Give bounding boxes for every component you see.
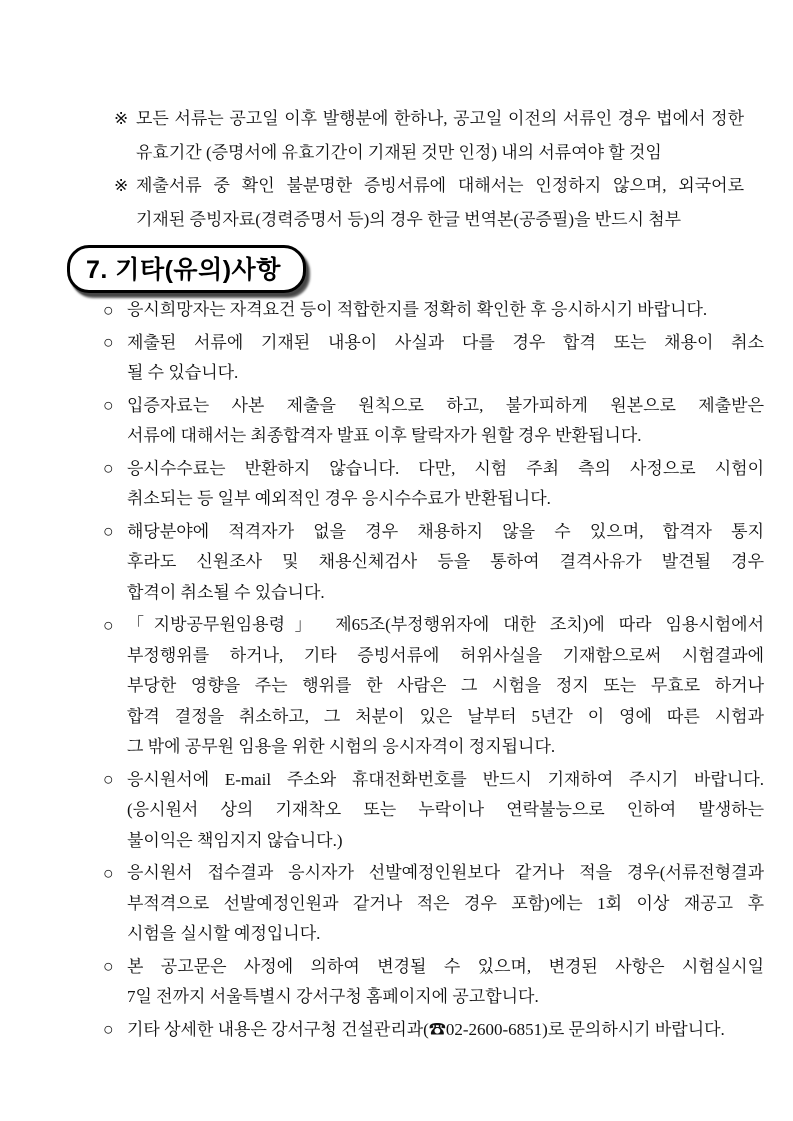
- circle-bullet-marker: ○: [103, 458, 114, 478]
- notice-item: [103, 328, 764, 389]
- text-line: 제출된 서류에 기재된 내용이 사실과 다를 경우 합격 또는 채용이 취소: [127, 332, 764, 352]
- notice-item: [103, 517, 764, 609]
- circle-bullet-marker: ○: [103, 332, 114, 352]
- circle-bullet-marker: ○: [103, 521, 114, 541]
- item-text: [127, 295, 764, 326]
- item-text: [136, 102, 744, 169]
- text-line: 그 밖에 공무원 임용을 위한 시험의 응시자격이 정지됩니다.: [127, 737, 556, 756]
- notice-item: [103, 295, 764, 326]
- notice-item: [103, 610, 764, 763]
- text-line: 부적격으로 선발예정인원과 같거나 적은 경우 포함)에는 1회 이상 재공고 후: [127, 893, 764, 913]
- text-line: 후라도 신원조사 및 채용신체검사 등을 통하여 결격사유가 발견될 경우: [127, 552, 764, 571]
- text-line: 합격 결정을 취소하고, 그 처분이 있은 날부터 5년간 이 영에 따른 시험과: [127, 706, 764, 726]
- item-text: [127, 328, 764, 389]
- item-text: [127, 858, 764, 950]
- text-line: (응시원서 상의 기재착오 또는 누락이나 연락불능으로 인하여 발생하는: [127, 800, 764, 819]
- notice-item: [103, 391, 764, 452]
- text-line: 합격이 취소될 수 있습니다.: [127, 582, 325, 602]
- notice-item: [103, 765, 764, 857]
- circle-bullet-marker: ○: [103, 1019, 114, 1039]
- text-line: 입증자료는 사본 제출을 원칙으로 하고, 불가피하게 원본으로 제출받은: [127, 395, 764, 415]
- notice-item: [103, 454, 764, 515]
- preface-notes: [114, 102, 744, 236]
- text-line: 기재된 증빙자료(경력증명서 등)의 경우 한글 번역본(공증필)을 반드시 첨부: [136, 209, 682, 229]
- reference-marker: ※: [114, 176, 129, 195]
- reference-marker: ※: [114, 109, 129, 128]
- text-line: 부당한 영향을 주는 행위를 한 사람은 그 시험을 정지 또는 무효로 하거나: [127, 676, 764, 695]
- text-line: 본 공고문은 사정에 의하여 변경될 수 있으며, 변경된 사항은 시험실시일: [127, 956, 764, 976]
- section-header-box: [67, 245, 306, 293]
- preface-note-item: [114, 102, 744, 169]
- text-line: 서류에 대해서는 최종합격자 발표 이후 탈락자가 원할 경우 반환됩니다.: [127, 426, 642, 445]
- text-line: 부정행위를 하거나, 기타 증빙서류에 허위사실을 기재함으로써 시험결과에: [127, 645, 764, 665]
- text-line: 불이익은 책임지지 않습니다.): [127, 830, 343, 850]
- item-text: [127, 517, 764, 609]
- notice-item: [103, 952, 764, 1013]
- text-line: 취소되는 등 일부 예외적인 경우 응시수수료가 반환됩니다.: [127, 489, 551, 508]
- item-text: [127, 952, 764, 1013]
- item-text: [127, 391, 764, 452]
- circle-bullet-marker: ○: [103, 862, 114, 883]
- text-line: 제출서류 중 확인 불분명한 증빙서류에 대해서는 인정하지 않으며, 외국어로: [136, 176, 744, 195]
- circle-bullet-marker: ○: [103, 769, 114, 789]
- circle-bullet-marker: ○: [103, 956, 114, 976]
- item-text: [127, 765, 764, 857]
- text-line: 「지방공무원임용령」 제65조(부정행위자에 대한 조치)에 따라 임용시험에서: [127, 615, 764, 634]
- item-text: [127, 1015, 764, 1046]
- text-line: 기타 상세한 내용은 강서구청 건설관리과(☎02-2600-6851)로 문의하시기 바랍니다.: [127, 1019, 725, 1039]
- text-line: 응시원서 접수결과 응시자가 선발예정인원보다 같거나 적을 경우(서류전형결과: [127, 863, 764, 882]
- preface-note-item: [114, 169, 744, 236]
- notice-item: [103, 1015, 764, 1046]
- text-line: 응시수수료는 반환하지 않습니다. 다만, 시험 주최 측의 사정으로 시험이: [127, 458, 764, 478]
- item-text: [136, 169, 744, 236]
- notices-list: [103, 295, 764, 1047]
- text-line: 될 수 있습니다.: [127, 363, 239, 382]
- item-text: [127, 454, 764, 515]
- section-title: 7. 기타(유의)사항: [86, 256, 281, 284]
- text-line: 해당분야에 적격자가 없을 경우 채용하지 않을 수 있으며, 합격자 통지: [127, 521, 764, 541]
- circle-bullet-marker: ○: [103, 614, 114, 635]
- circle-bullet-marker: ○: [103, 395, 114, 415]
- text-line: 유효기간 (증명서에 유효기간이 기재된 것만 인정) 내의 서류여야 할 것임: [136, 142, 662, 162]
- text-line: 응시희망자는 자격요건 등이 적합한지를 정확히 확인한 후 응시하시기 바랍니다.: [127, 300, 708, 319]
- text-line: 시험을 실시할 예정입니다.: [127, 924, 321, 943]
- text-line: 7일 전까지 서울특별시 강서구청 홈페이지에 공고합니다.: [127, 987, 539, 1006]
- circle-bullet-marker: ○: [103, 299, 114, 320]
- notice-item: [103, 858, 764, 950]
- text-line: 모든 서류는 공고일 이후 발행분에 한하나, 공고일 이전의 서류인 경우 법에서 정한: [136, 109, 744, 128]
- item-text: [127, 610, 764, 763]
- text-line: 응시원서에 E-mail 주소와 휴대전화번호를 반드시 기재하여 주시기 바랍니다.: [127, 769, 764, 789]
